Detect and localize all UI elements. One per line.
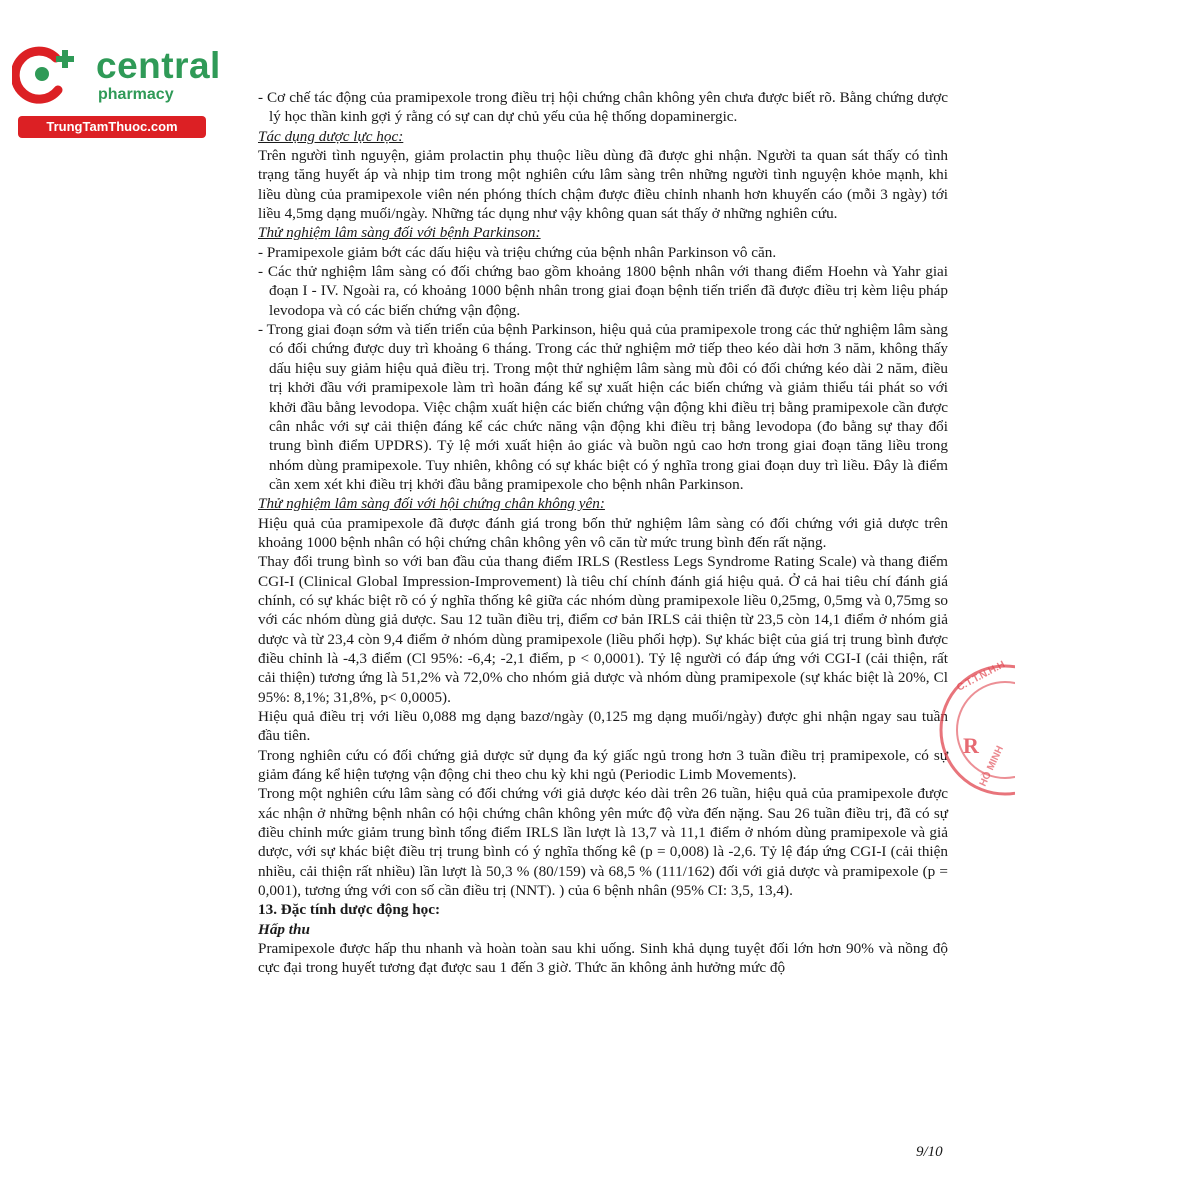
paragraph: Trên người tình nguyện, giảm prolactin phụ thuộc liều dùng đã được ghi nhận. Người ta quan sát thấy có tình trạng tăng huyết áp và nhịp tim trong một nghiên cứu lâm sàng trên những người tình nguyện khỏe mạnh, khi liều dùng của pramipexole viên nén phóng thích chậm được điều chỉnh nhanh hơn khuyến cáo (mỗi 3 ngày) tới liều 4,5mg dạng muối/ngày. Những tác dụng như vậy không quan sát thấy ở những nghiên cứu. — [258, 147, 948, 223]
section-heading: Tác dụng dược lực học: — [258, 127, 404, 145]
brand-url-badge: TrungTamThuoc.com — [18, 116, 206, 138]
section-heading: Thử nghiệm lâm sàng đối với hội chứng chân không yên: — [258, 495, 605, 513]
brand-subtitle: pharmacy — [98, 86, 174, 103]
subsection-heading: Hấp thu — [258, 920, 310, 938]
paragraph: Hiệu quả điều trị với liều 0,088 mg dạng bazơ/ngày (0,125 mg dạng muối/ngày) được ghi nhận ngay sau tuần đầu tiên. — [258, 708, 948, 745]
section-heading: Thử nghiệm lâm sàng đối với bệnh Parkinson: — [258, 224, 541, 242]
central-pharmacy-logo-icon — [12, 44, 84, 104]
paragraph: Trong nghiên cứu có đối chứng giả dược sử dụng đa ký giấc ngủ trong hơn 3 tuần điều trị pramipexole, có sự giảm đáng kể hiện tượng vận động chi theo chu kỳ khi ngủ (Periodic Limb Movements). — [258, 746, 948, 784]
svg-text:R: R — [963, 733, 979, 758]
paragraph: Hiệu quả của pramipexole đã được đánh giá trong bốn thử nghiệm lâm sàng có đối chứng với giả dược trên khoảng 1000 bệnh nhân có hội chứng chân không yên vô căn từ mức trung bình đến rất nặng. — [258, 514, 948, 551]
list-item: - Các thử nghiệm lâm sàng có đối chứng bao gồm khoảng 1800 bệnh nhân với thang điểm Hoehn và Yahr giai đoạn I - IV. Ngoài ra, có khoảng 1000 bệnh nhân trong giai đoạn bệnh tiến triển đã được điều trị kèm liệu pháp levodopa và có các biến chứng vận động. — [258, 263, 948, 319]
paragraph: Thay đổi trung bình so với ban đầu của thang điểm IRLS (Restless Legs Syndrome Rating Scale) và thang điểm CGI-I (Clinical Global Impression-Improvement) là tiêu chí chính đánh giá hiệu quả. Ở cả hai tiêu chí đánh giá chính, có sự khác biệt rõ có ý nghĩa thống kê giữa các nhóm dùng pramipexole liều 0,25mg, 0,5mg và 0,75mg so với các nhóm dùng giả dược. Sau 12 tuần điều trị, điểm cơ bản IRLS cải thiện từ 23,5 còn 14,1 điểm ở nhóm giả dược và từ 23,4 còn 9,4 điểm ở nhóm dùng pramipexole (liều phối hợp). Sự khác biệt của giá trị trung bình được điều chỉnh là -4,3 điểm (Cl 95%: -6,4; -2,1 điểm, p < 0,0001). Tỷ lệ người có đáp ứng với CGI-I (cải thiện, rất cải thiện) tương ứng là 51,2% và 72,0% cho nhóm giả dược và nhóm dùng pramipexole (sự khác biệt là 20%, Cl 95%: 8,1%; 31,8%, p< 0,0005). — [258, 553, 948, 706]
list-item: - Pramipexole giảm bớt các dấu hiệu và triệu chứng của bệnh nhân Parkinson vô căn. — [258, 243, 777, 261]
list-item: - Trong giai đoạn sớm và tiến triển của bệnh Parkinson, hiệu quả của pramipexole trong các thử nghiệm lâm sàng có đối chứng được duy trì khoảng 6 tháng. Trong các thử nghiệm mở tiếp theo kéo dài hơn 3 năm, không thấy dấu hiệu suy giảm hiệu quả điều trị. Trong một thử nghiệm lâm sàng mù đôi có đối chứng kéo dài 2 năm, điều trị khởi đầu với pramipexole làm trì hoãn đáng kể sự xuất hiện các biến chứng và giảm thiểu tái phát so với khởi đầu bằng levodopa. Việc chậm xuất hiện các biến chứng vận động khi điều trị bằng pramipexole cần được cân nhắc với sự cải thiện đáng kể các chức năng vận động khi điều trị bằng levodopa (đo bằng sự thay đổi trung bình điểm UPDRS). Tỷ lệ mới xuất hiện ảo giác và buồn ngủ cao hơn trong giai đoạn tăng liều trong nhóm dùng pramipexole. Tuy nhiên, không có sự khác biệt có ý nghĩa trong giai đoạn duy trì liều. Đây là điểm cần xem xét khi điều trị khởi đầu bằng pramipexole cho bệnh nhân Parkinson. — [258, 321, 948, 493]
paragraph: Trong một nghiên cứu lâm sàng có đối chứng với giả dược kéo dài trên 26 tuần, hiệu quả của pramipexole được xác nhận ở những bệnh nhân có hội chứng chân không yên mức độ vừa đến nặng. Sau 26 tuần điều trị, đã có sự điều chỉnh mức giảm trung bình tổng điểm IRLS lần lượt là 13,7 và 11,1 điểm ở nhóm dùng pramipexole và giả dược, với sự khác biệt điều trị trung bình có ý nghĩa thống kê (p = 0,008) là -2,6. Tỷ lệ đáp ứng CGI-I (cải thiện nhiều, cải thiện rất nhiều) lần lượt là 50,3 % (80/159) và 68,5 % (111/162) đối với giả dược và pramipexole (p = 0,001), tương ứng với con số cần điều trị (NNT). ) của 6 bệnh nhân (95% CI: 3,5, 13,4). — [258, 785, 948, 900]
svg-text:HỒ MINH: HỒ MINH — [977, 744, 1007, 789]
svg-text:C.T.T.N.H.H: C.T.T.N.H.H — [955, 659, 1008, 694]
red-stamp-seal — [925, 655, 1015, 805]
section-title: 13. Đặc tính dược động học: — [258, 901, 441, 919]
document-body — [258, 88, 948, 978]
paragraph: Pramipexole được hấp thu nhanh và hoàn toàn sau khi uống. Sinh khả dụng tuyệt đối lớn hơn 90% và nồng độ cực đại trong huyết tương đạt được sau 1 đến 3 giờ. Thức ăn không ảnh hưởng mức độ — [258, 940, 948, 977]
brand-name: central — [96, 45, 221, 86]
list-item: - Cơ chế tác động của pramipexole trong điều trị hội chứng chân không yên chưa được biết rõ. Bằng chứng dược lý học thần kinh gợi ý rằng có sự can dự chủ yếu của hệ thống dopaminergic. — [258, 89, 948, 126]
brand-logo — [10, 40, 220, 140]
page-number: 9/10 — [916, 1144, 943, 1160]
